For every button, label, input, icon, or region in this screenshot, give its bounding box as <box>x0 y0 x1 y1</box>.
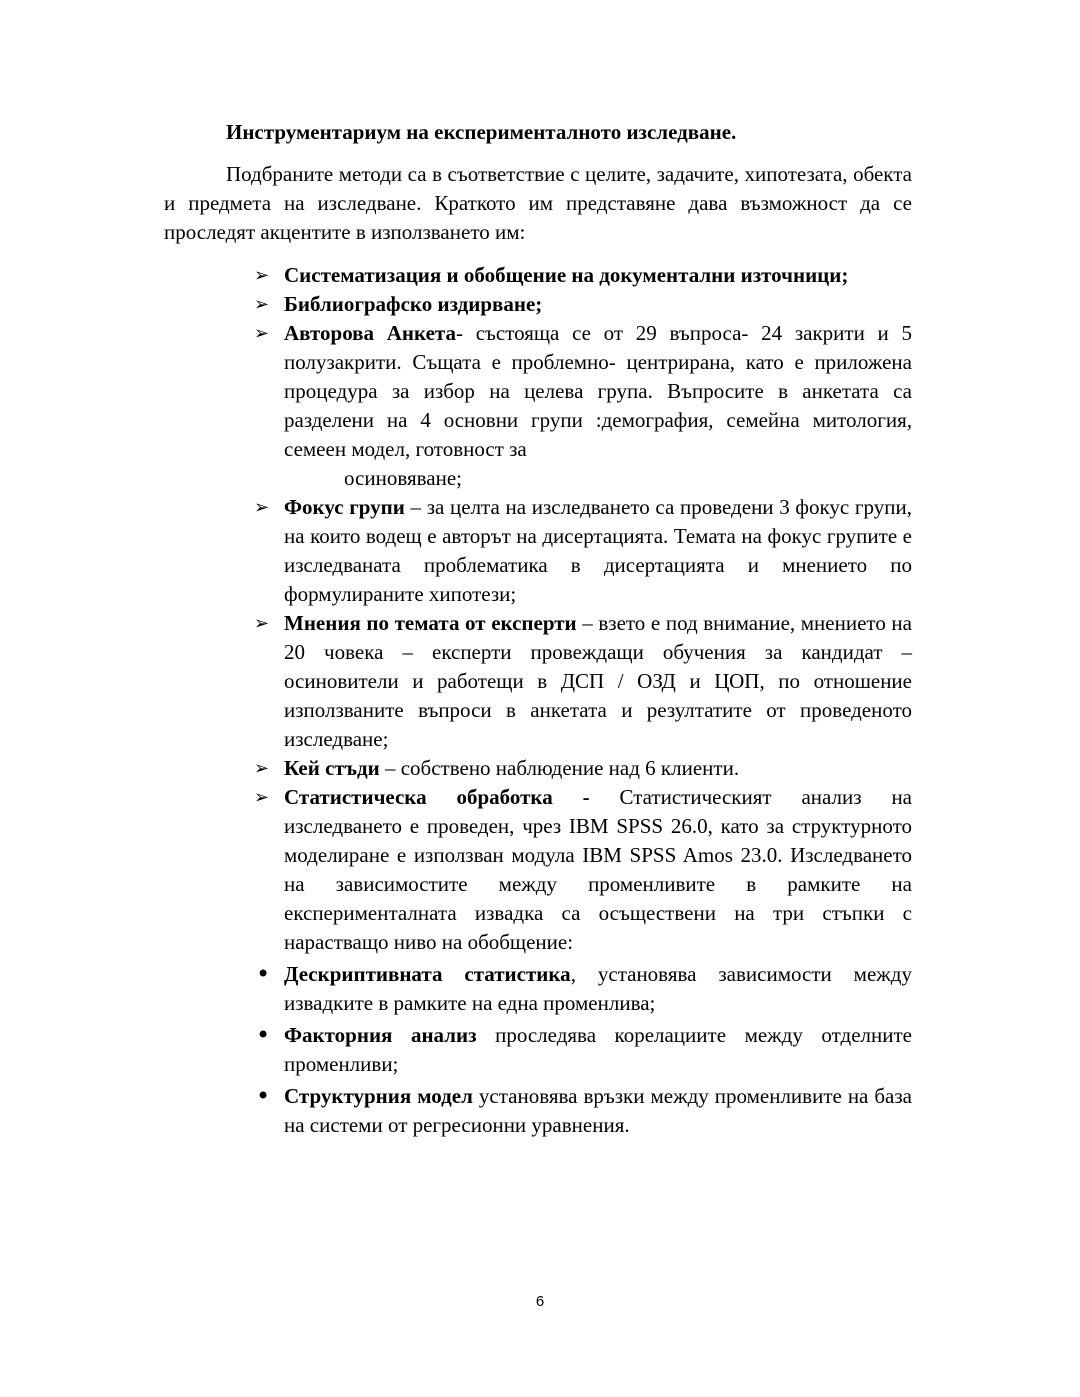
list-item <box>254 319 912 493</box>
arrow-bullet-icon: ➢ <box>254 497 270 518</box>
item-title: Фокус групи <box>284 495 405 519</box>
arrow-bullet-icon: ➢ <box>254 294 270 315</box>
item-title: Кей стъди <box>284 756 380 780</box>
page-number: 6 <box>535 1293 545 1310</box>
item-text: проследява корелациите между отделните променливи; <box>284 1023 912 1076</box>
item-title: Факторния анализ <box>284 1023 477 1047</box>
item-title: Дескриптивната статистика <box>284 962 571 986</box>
arrow-bullet-icon: ➢ <box>254 323 270 344</box>
arrow-bullet-icon: ➢ <box>254 758 270 779</box>
list-item <box>256 960 912 1018</box>
item-title: Структурния модел <box>284 1084 473 1108</box>
item-text: – за целта на изследването са проведени 3 фокус групи, на които водещ е авторът на дисертацията. Темата на фокус групите е изследваната проблематика в дисертацията и мнението по формулираните хипотези; <box>284 495 912 606</box>
page-content <box>164 118 912 1140</box>
item-title: Авторова Анкета <box>284 321 456 345</box>
dot-bullet-icon: • <box>256 960 271 988</box>
list-item <box>256 1082 912 1140</box>
item-text: – собствено наблюдение над 6 клиенти. <box>379 756 740 780</box>
dot-bullet-icon: • <box>256 1021 271 1049</box>
item-text: – взето е под внимание, мнението на 20 човека – експерти провеждащи обучения за кандидат – осиновители и работещи в ДСП / ОЗД и ЦОП, по отношение използваните въпроси в анкетата и резултатите от проведеното изследване; <box>284 611 912 751</box>
item-text: , установява зависимости между извадките в рамките на една променлива; <box>284 962 912 1015</box>
item-title: Мнения по темата от експерти <box>284 611 577 635</box>
list-item <box>254 261 912 290</box>
item-title: Систематизация и обобщение на документални източници; <box>284 263 849 287</box>
list-item <box>254 493 912 609</box>
list-item <box>254 754 912 783</box>
arrow-bullet-icon: ➢ <box>254 787 270 808</box>
intro-paragraph: Подбраните методи са в съответствие с целите, задачите, хипотезата, обекта и предмета на изследване. Краткото им представяне дава възможност да се проследят акцентите в използването им: <box>164 162 912 244</box>
section-heading: Инструментариум на експерименталното изследване. <box>226 120 737 144</box>
item-text: - състояща се от 29 въпроса- 24 закрити и 5 полузакрити. Същата е проблемно- центрирана, като е приложена процедура за избор на целева група. Въпросите в анкетата са разделени на 4 основни групи :демография, семейна митология, семеен модел, готовност за <box>284 321 912 461</box>
item-title: Библиографско издирване; <box>284 292 543 316</box>
dot-bullet-icon: • <box>256 1082 271 1110</box>
arrow-bullet-icon: ➢ <box>254 613 270 634</box>
list-item <box>254 609 912 754</box>
item-text: установява връзки между променливите на база на системи от регресионни уравнения. <box>284 1084 912 1137</box>
arrow-bullet-icon: ➢ <box>254 265 270 286</box>
list-item <box>254 783 912 957</box>
item-text: Статистическият анализ на изследването е проведен, чрез IBM SPSS 26.0, като за структурното моделиране е използван модула IBM SPSS Amos 23.0. Изследването на зависимостите между променливите в рамките на експерименталната извадка са осъществени на три стъпки с нарастващо ниво на обобщение: <box>284 785 912 954</box>
item-title: Статистическа обработка - <box>284 785 590 809</box>
list-item <box>254 290 912 319</box>
method-list <box>164 261 912 1140</box>
list-item <box>256 1021 912 1079</box>
item-text-tail: осиновяване; <box>344 466 462 490</box>
